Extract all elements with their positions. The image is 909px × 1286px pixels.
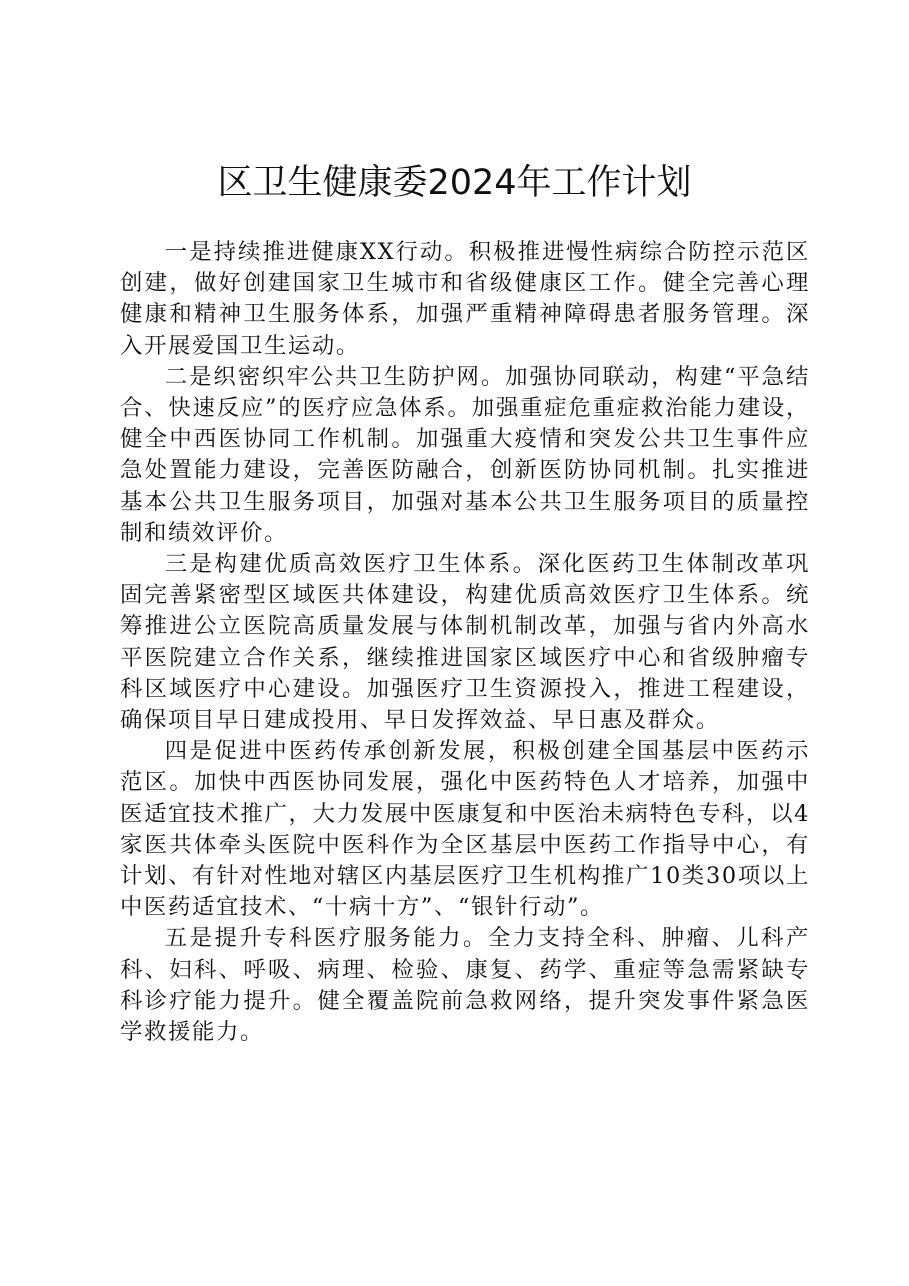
paragraph-4: 四是促进中医药传承创新发展，积极创建全国基层中医药示范区。加快中西医协同发展，强化中医药特色人才培养，加强中医适宜技术推广，大力发展中医康复和中医治未病特色专科，以4家医共体牵头医院中医科作为全区基层中医药工作指导中心，有计划、有针对性地对辖区内基层医疗卫生机构推广10类30项以上中医药适宜技术、“十病十方”、“银针行动”。 (120, 738, 810, 921)
paragraph-2: 二是织密织牢公共卫生防护网。加强协同联动，构建“平急结合、快速反应”的医疗应急体系。加强重症危重症救治能力建设，健全中西医协同工作机制。加强重大疫情和突发公共卫生事件应急处置能力建设，完善医防融合，创新医防协同机制。扎实推进基本公共卫生服务项目，加强对基本公共卫生服务项目的质量控制和绩效评价。 (120, 363, 810, 546)
document-title: 区卫生健康委2024年工作计划 (217, 163, 692, 203)
paragraph-3: 三是构建优质高效医疗卫生体系。深化医药卫生体制改革巩固完善紧密型区域医共体建设，构建优质高效医疗卫生体系。统筹推进公立医院高质量发展与体制机制改革，加强与省内外高水平医院建立合作关系，继续推进国家区域医疗中心和省级肿瘤专科区域医疗中心建设。加强医疗卫生资源投入，推进工程建设，确保项目早日建成投用、早日发挥效益、早日惠及群众。 (120, 551, 810, 734)
paragraph-5: 五是提升专科医疗服务能力。全力支持全科、肿瘤、儿科产科、妇科、呼吸、病理、检验、康复、药学、重症等急需紧缺专科诊疗能力提升。健全覆盖院前急救网络，提升突发事件紧急医学救援能力。 (120, 925, 810, 1046)
document-body (120, 237, 810, 1048)
paragraph-1: 一是持续推进健康XX行动。积极推进慢性病综合防控示范区创建，做好创建国家卫生城市和省级健康区工作。健全完善心理健康和精神卫生服务体系，加强严重精神障碍患者服务管理。深入开展爱国卫生运动。 (120, 239, 810, 359)
